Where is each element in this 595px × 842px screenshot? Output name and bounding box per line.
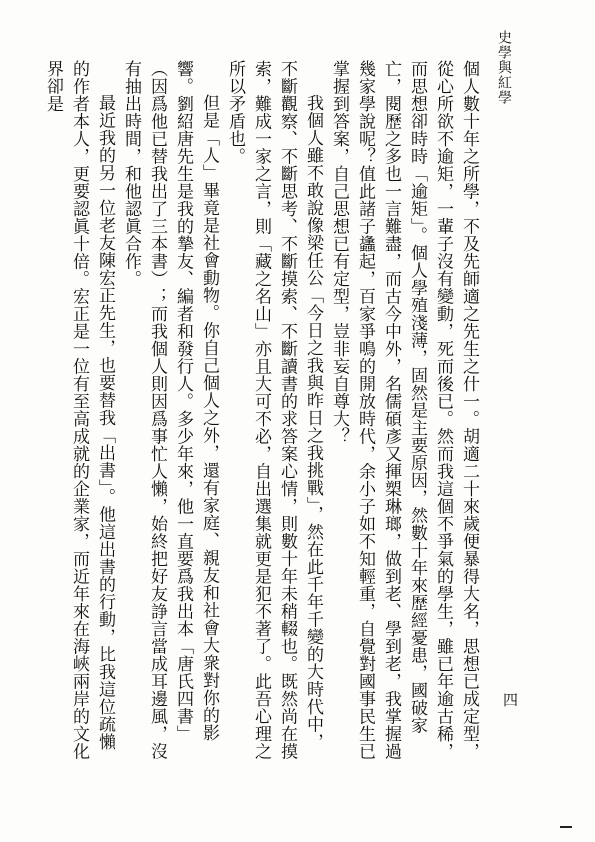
footer-rule	[560, 826, 572, 828]
body-text	[43, 60, 482, 766]
paragraph: 我個人雖不敢說像梁任公「今日之我與昨日之我挑戰」，然在此千年千變的大時代中，不斷觀察、不斷思考、不斷摸索、不斷讀書的求答案心情，則數十年未稍輟也。既然尚在摸索，難成一家之言，則「藏之名山」亦且大可不必，自出選集就更是犯不著了。此吾心理之所以矛盾也。	[225, 60, 323, 760]
paragraph: 但是「人」畢竟是社會動物。你自己個人之外，還有家庭、親友和社會大衆對你的影響。劉紹唐先生是我的摯友、編者和發行人。多少年來，他一直要爲我出本「唐氏四書」（因爲他已替我出了三本書）；而我個人則因爲事忙人懶，始終把好友諍言當成耳邊風，沒有抽出時間，和他認眞合作。	[121, 60, 219, 760]
running-header-title: 史學與紅學	[496, 30, 512, 105]
paragraph: 個人數十年之所學，不及先師適之先生之什一。胡適二十來歲便暴得大名，思想已成定型，從心所欲不逾矩，一輩子沒有變動，死而後已。然而我這個不爭氣的學生，雖已年逾古稀，而思想卻時時「逾矩」。個人學殖淺薄，固然是主要原因，然數十年來歷經憂患，國破家亡，閱歷之多也一言難盡，而古今中外，名儒碩彥又揮槊琳瑯，做到老、學到老，我掌握過幾家學說呢？值此諸子蠭起，百家爭鳴的開放時代，余小子如不知輕重，自覺對國事民生已掌握到答案，自己思想已有定型，豈非妄自尊大？	[329, 60, 479, 760]
paragraph: 最近我的另一位老友陳宏正先生，也要替我「出書」。他這出書的行動，比我這位疏懶的作者本人，更要認眞十倍。宏正是一位有至高成就的企業家，而近年來在海峽兩岸的文化界卻是	[43, 60, 115, 760]
page-number: 四	[501, 692, 519, 707]
